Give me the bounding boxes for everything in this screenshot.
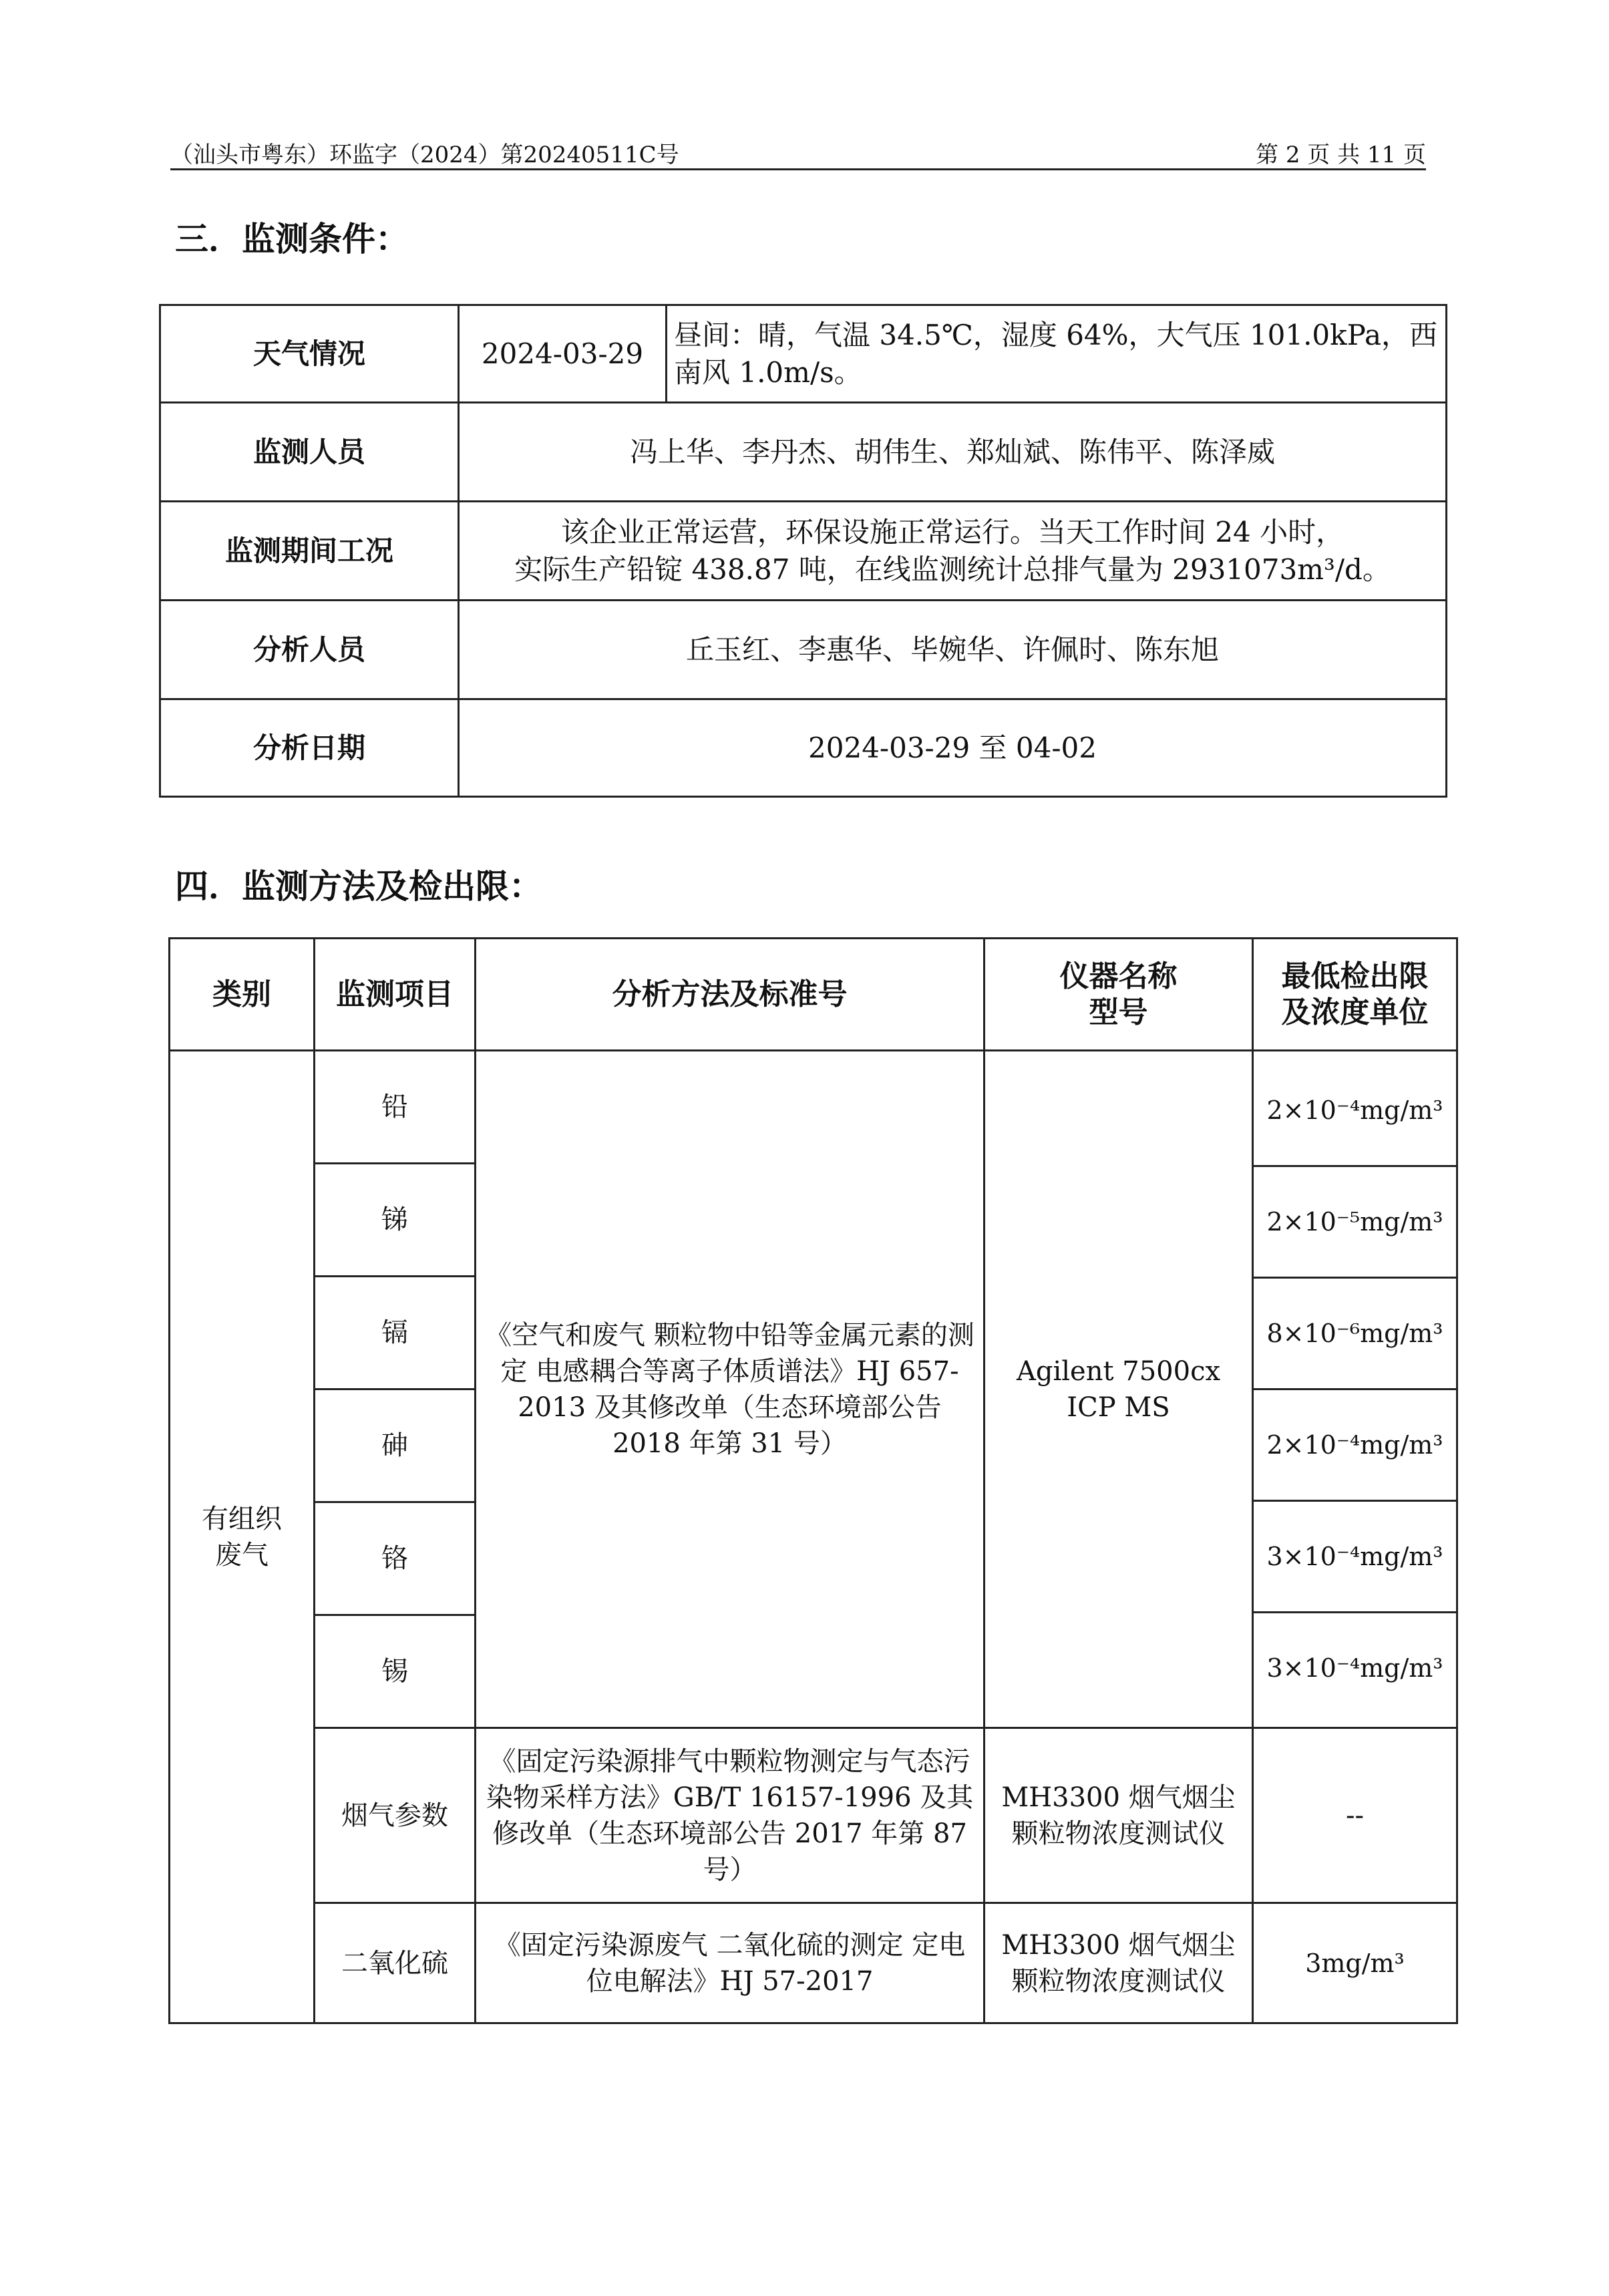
monitors-value: 冯上华、李丹杰、胡伟生、郑灿斌、陈伟平、陈泽威 [459,403,1447,502]
header-item: 监测项目 [315,939,476,1051]
metals-instrument: Agilent 7500cx ICP MS [985,1051,1253,1728]
table-row [160,305,1447,403]
weather-date: 2024-03-29 [459,305,667,403]
so2-instrument: MH3300 烟气烟尘 颗粒物浓度测试仪 [985,1903,1253,2023]
item-chromium: 铬 [315,1502,476,1615]
item-antimony: 锑 [315,1164,476,1277]
operating-conditions-value [459,502,1447,601]
metals-limits [1253,1051,1457,1728]
item-flue-gas-params: 烟气参数 [315,1728,476,1903]
document-number: （汕头市粤东）环监字（2024）第20240511C号 [170,142,679,168]
row-label-monitors: 监测人员 [160,403,459,502]
so2-limit: 3mg/m³ [1253,1903,1457,2023]
monitoring-conditions-table [159,304,1447,798]
header-instrument: 仪器名称 型号 [985,939,1253,1051]
table-row [170,1051,1457,1164]
section-4-title: 四．监测方法及检出限： [175,866,542,906]
metals-method: 《空气和废气 颗粒物中铅等金属元素的测定 电感耦合等离子体质谱法》HJ 657-2013 及其修改单（生态环境部公告 2018 年第 31 号） [476,1051,985,1728]
item-cadmium: 镉 [315,1277,476,1389]
page-number: 第 2 页 共 11 页 [1256,142,1426,168]
limit-tin: 3×10⁻⁴mg/m³ [1266,1653,1443,1683]
so2-method: 《固定污染源废气 二氧化硫的测定 定电位电解法》HJ 57-2017 [476,1903,985,2023]
operating-conditions-line-1: 该企业正常运营，环保设施正常运行。当天工作时间 24 小时， [560,515,1345,548]
analysts-value: 丘玉红、李惠华、毕婉华、许佩时、陈东旭 [459,601,1447,699]
table-row [160,601,1447,699]
flue-method: 《固定污染源排气中颗粒物测定与气态污染物采样方法》GB/T 16157-1996 及其修改单（生态环境部公告 2017 年第 87 号） [476,1728,985,1903]
table-row [160,699,1447,797]
header-method: 分析方法及标准号 [476,939,985,1051]
limit-chromium: 3×10⁻⁴mg/m³ [1254,1502,1456,1613]
table-row [160,403,1447,502]
table-row [170,1728,1457,1903]
item-lead: 铅 [315,1051,476,1164]
row-label-analysts: 分析人员 [160,601,459,699]
flue-limit: -- [1253,1728,1457,1903]
row-label-operating-conditions: 监测期间工况 [160,502,459,601]
item-tin: 锡 [315,1615,476,1728]
operating-conditions-line-2: 实际生产铅锭 438.87 吨，在线监测统计总排气量为 2931073m³/d。 [514,552,1391,586]
header-limit: 最低检出限 及浓度单位 [1253,939,1457,1051]
category-organized-waste-gas: 有组织 废气 [170,1051,315,2023]
methods-limits-table [168,937,1458,2024]
weather-value: 昼间：晴，气温 34.5℃，湿度 64%，大气压 101.0kPa，西南风 1.0m/s。 [667,305,1447,403]
limit-arsenic: 2×10⁻⁴mg/m³ [1254,1390,1456,1502]
limit-cadmium: 8×10⁻⁶mg/m³ [1254,1279,1456,1390]
analysis-date-value: 2024-03-29 至 04-02 [459,699,1447,797]
section-3-title: 三．监测条件： [175,219,409,259]
limit-lead: 2×10⁻⁴mg/m³ [1254,1055,1456,1167]
page-header [170,134,1426,170]
table-row [160,502,1447,601]
item-sulfur-dioxide: 二氧化硫 [315,1903,476,2023]
flue-instrument: MH3300 烟气烟尘 颗粒物浓度测试仪 [985,1728,1253,1903]
item-arsenic: 砷 [315,1389,476,1502]
table-header-row [170,939,1457,1051]
limit-antimony: 2×10⁻⁵mg/m³ [1254,1167,1456,1279]
table-row [170,1903,1457,2023]
row-label-weather: 天气情况 [160,305,459,403]
row-label-analysis-date: 分析日期 [160,699,459,797]
header-category: 类别 [170,939,315,1051]
